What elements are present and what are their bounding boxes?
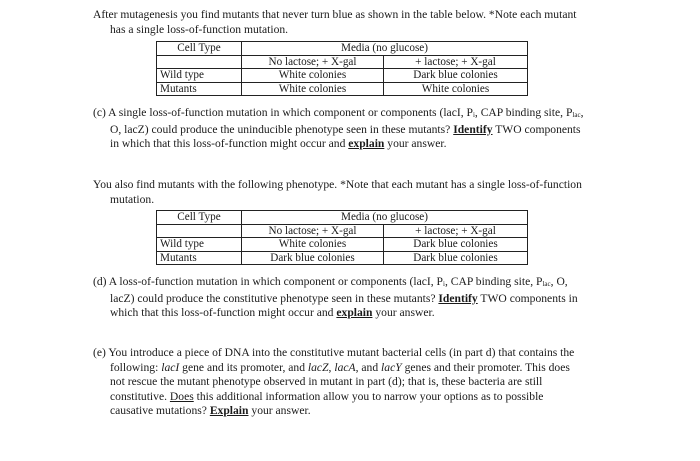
question-d <box>93 275 578 321</box>
question-e-line-2: following: lacI gene and its promoter, and lacZ, lacA, and lacY genes and their promoter. This does <box>110 360 570 374</box>
row-value-no-lactose: Dark blue colonies <box>242 251 384 265</box>
row-value-no-lactose: White colonies <box>242 82 384 96</box>
question-c <box>93 106 583 152</box>
table-row <box>157 82 528 96</box>
identify-keyword: Identify <box>453 122 493 136</box>
table-row <box>157 238 528 252</box>
row-cell-type: Mutants <box>157 82 242 96</box>
row-cell-type: Mutants <box>157 251 242 265</box>
identify-keyword: Identify <box>438 291 478 305</box>
question-e-line-1: (e) You introduce a piece of DNA into the constitutive mutant bacterial cells (in part d) that contains the <box>93 346 575 359</box>
media-header: Media (no glucose) <box>242 211 528 225</box>
row-value-no-lactose: White colonies <box>242 238 384 252</box>
question-e-line-4: constitutive. Does this additional information allow you to narrow your options as to possible <box>110 389 544 403</box>
intro-paragraph-2 <box>93 178 582 207</box>
explain-keyword: explain <box>336 306 373 319</box>
media-table-2 <box>156 210 528 265</box>
question-c-line-1: (c) A single loss-of-function mutation in which component or components (lacI, $P_i$, CAP binding site, $P_{lac}$, <box>93 106 584 119</box>
row-cell-type: Wild type <box>157 69 242 83</box>
row-value-lactose: Dark blue colonies <box>384 251 528 265</box>
explain-keyword: Explain <box>209 404 249 417</box>
question-c-line-3: in which that this loss-of-function might occur and explain your answer. <box>110 137 447 150</box>
question-d-line-1: (d) A loss-of-function mutation in which component or components (lacI, $P_i$, CAP binding site, $P_{lac}$, O, <box>93 275 568 288</box>
explain-keyword: explain <box>348 137 385 150</box>
question-d-line-2: lacZ) could produce the constitutive phenotype seen in these mutants? Identify TWO components in <box>110 291 578 305</box>
intro-1-line-2: has a single loss-of-function mutation. <box>110 22 289 36</box>
does-keyword: Does <box>169 389 194 403</box>
empty-cell <box>157 55 242 69</box>
media-header: Media (no glucose) <box>242 42 528 56</box>
row-value-lactose: Dark blue colonies <box>384 238 528 252</box>
question-c-line-2: O, lacZ) could produce the uninducible phenotype seen in these mutants? Identify TWO components <box>110 122 581 136</box>
intro-2-line-1: You also find mutants with the following phenotype. *Note that each mutant has a single loss-of-function <box>93 178 582 191</box>
cell-type-header: Cell Type <box>157 211 242 225</box>
empty-cell <box>157 224 242 238</box>
row-value-lactose: Dark blue colonies <box>384 69 528 83</box>
table-row <box>157 69 528 83</box>
col-header-lactose: + lactose; + X-gal <box>384 55 528 69</box>
question-e-line-5: causative mutations? Explain your answer. <box>110 404 311 417</box>
row-value-no-lactose: White colonies <box>242 69 384 83</box>
question-d-line-3: which that this loss-of-function might occur and explain your answer. <box>110 306 435 319</box>
intro-1-line-1: After mutagenesis you find mutants that never turn blue as shown in the table below. *Note each mutant <box>93 8 577 21</box>
col-header-no-lactose: No lactose; + X-gal <box>242 224 384 238</box>
media-table-1 <box>156 41 528 96</box>
question-e <box>93 346 574 419</box>
intro-paragraph-1 <box>93 8 576 37</box>
row-cell-type: Wild type <box>157 238 242 252</box>
question-e-line-3: not rescue the mutant phenotype observed in mutant in part (d); that is, these bacteria are still <box>110 375 543 388</box>
table-row <box>157 251 528 265</box>
col-header-no-lactose: No lactose; + X-gal <box>242 55 384 69</box>
cell-type-header: Cell Type <box>157 42 242 56</box>
col-header-lactose: + lactose; + X-gal <box>384 224 528 238</box>
intro-2-line-2: mutation. <box>110 192 155 206</box>
row-value-lactose: White colonies <box>384 82 528 96</box>
